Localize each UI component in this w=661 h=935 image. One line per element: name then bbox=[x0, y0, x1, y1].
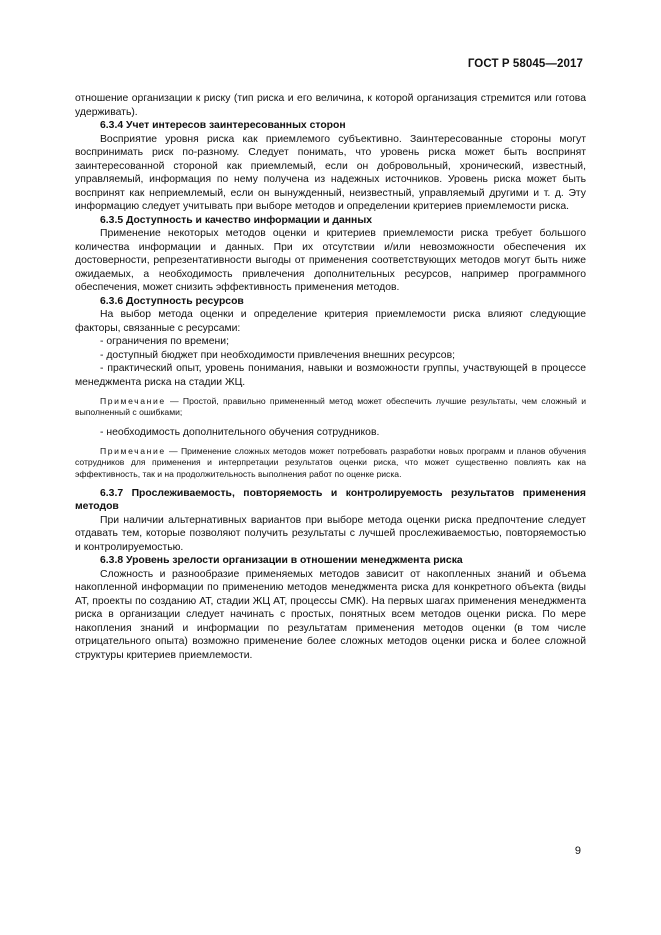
paragraph: Сложность и разнообразие применяемых методов зависит от накопленных знаний и объема накопленной информации по применению методов менеджмента риска для конкретного объекта (виды АТ, проекты по созданию АТ, стадии ЖЦ АТ, процессы СМК). На первых шагах применения менеджмента риска в организации следует начинать с простых, понятных всем методов оценки риска. По мере накопления знаний и информации по результатам применения методов оценки (в том числе отрицательного опыта) возможно применение более сложных методов оценки риска и более сложной структуры критериев приемлемости. bbox=[75, 568, 586, 661]
section-heading: 6.3.7 Прослеживаемость, повторяемость и контролируемость результатов применения методов bbox=[75, 487, 586, 513]
paragraph: отношение организации к риску (тип риска и его величина, к которой организация стремится или готова удерживать). bbox=[75, 93, 586, 118]
paragraph: При наличии альтернативных вариантов при выборе метода оценки риска предпочтение следует отдавать тем, которые позволяют получить результаты с лучшей прослеживаемостью, повторяемостью и контролируемостью. bbox=[75, 514, 586, 553]
note bbox=[75, 446, 586, 480]
list-item: - необходимость дополнительного обучения сотрудников. bbox=[100, 426, 380, 438]
note-text: — Применение сложных методов может потребовать разработки новых программ и планов обучения сотрудников для применения и интерпретации результатов оценки риска, что может существенно повлиять как на эффективность, так и на продолжительность выполнения работ по оценке риска. bbox=[75, 446, 586, 479]
section-heading: 6.3.8 Уровень зрелости организации в отношении менеджмента риска bbox=[100, 555, 463, 567]
list-item: - ограничения по времени; bbox=[100, 336, 229, 347]
section-heading: 6.3.4 Учет интересов заинтересованных сторон bbox=[100, 120, 346, 131]
list-item: - доступный бюджет при необходимости привлечения внешних ресурсов; bbox=[100, 349, 455, 361]
paragraph: На выбор метода оценки и определение критерия приемлемости риска влияют следующие факторы, связанные с ресурсами: bbox=[75, 309, 586, 334]
document-body bbox=[75, 92, 586, 662]
paragraph: Применение некоторых методов оценки и критериев приемлемости риска требует большого количества информации и данных. При их отсутствии и/или невозможности обеспечения их достоверности, репрезентативности выгоды от применения соответствующих методов могут быть ниже ожидаемых, а необходимость привлечения дополнительных ресурсов, например программного обеспечения, может снизить эффективность применения методов. bbox=[75, 228, 586, 293]
section-heading: 6.3.5 Доступность и качество информации и данных bbox=[100, 214, 372, 226]
note bbox=[75, 396, 586, 419]
paragraph: - практический опыт, уровень понимания, навыки и возможности группы, участвующей в процессе менеджмента риска на стадии ЖЦ. bbox=[75, 363, 586, 388]
note-label: Примечание bbox=[100, 396, 166, 406]
paragraph: Восприятие уровня риска как приемлемого субъективно. Заинтересованные стороны могут воспринимать риск по-разному. Следует понимать, что уровень риска может быть воспринят заинтересованной стороной как приемлемый, если он добровольный, хронический, известный, управляемый, информация по нему получена из надежных источников. Уровень риска может быть воспринят как неприемлемый, если он вынужденный, неизвестный, управляемый другими и т. д. Эту информацию следует учитывать при выборе методов и определении критериев приемлемости риска. bbox=[75, 133, 586, 212]
section-heading: 6.3.6 Доступность ресурсов bbox=[100, 295, 244, 307]
note-label: Примечание bbox=[100, 446, 166, 457]
document-header-standard: ГОСТ Р 58045—2017 bbox=[467, 58, 583, 70]
page-number: 9 bbox=[574, 845, 581, 857]
note-text: — Простой, правильно примененный метод может обеспечить лучшие результаты, чем сложный и выполненный с ошибками; bbox=[75, 396, 586, 418]
